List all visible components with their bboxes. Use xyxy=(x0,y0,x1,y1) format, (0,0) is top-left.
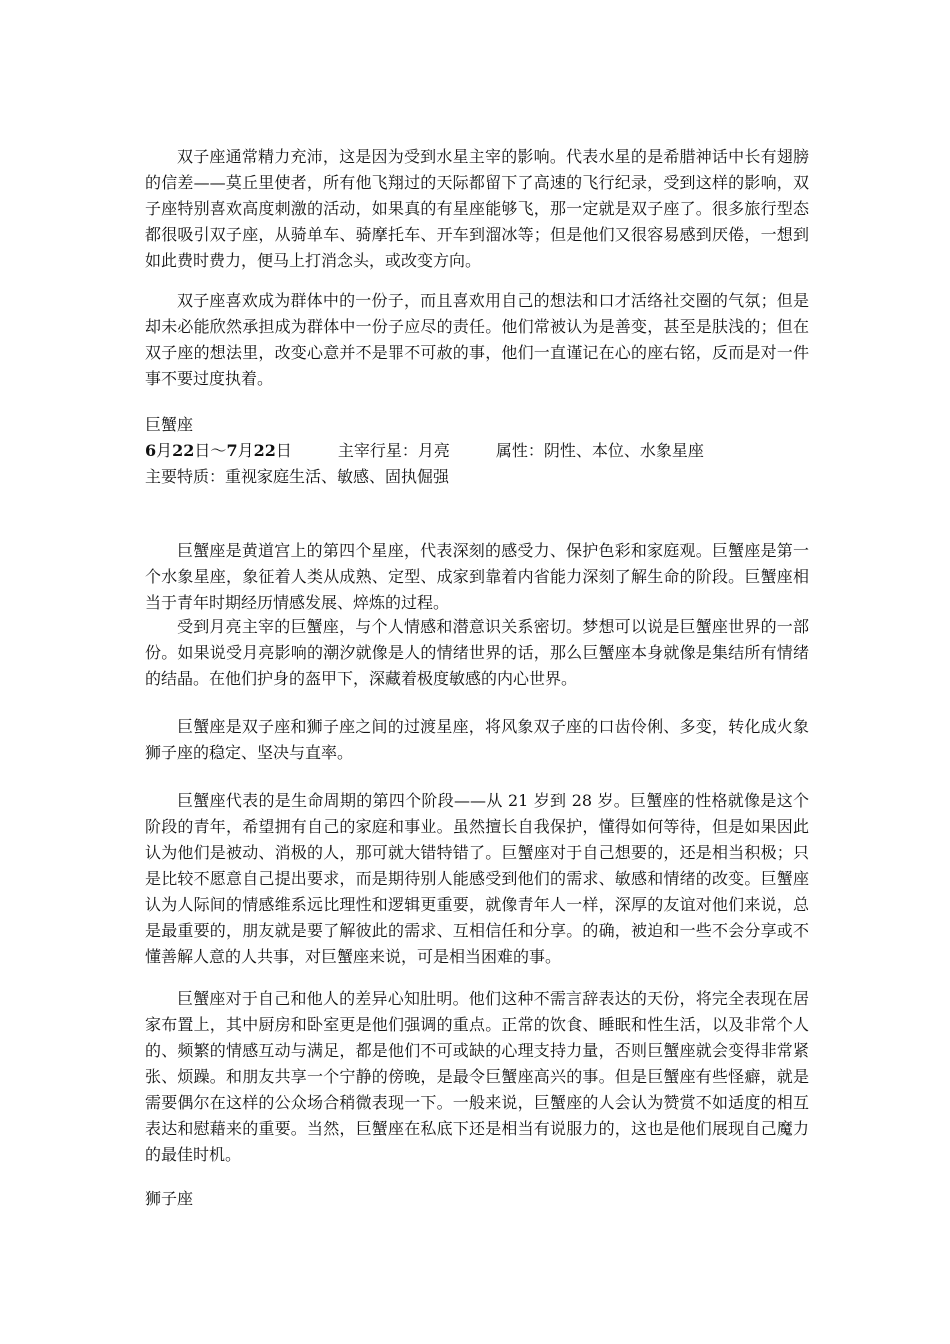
date-start-month-unit: 月 xyxy=(156,441,173,460)
attributes: 属性：阴性、本位、水象星座 xyxy=(495,441,704,460)
date-end-month: 7 xyxy=(226,441,238,460)
cancer-paragraph-1: 巨蟹座是黄道宫上的第四个星座，代表深刻的感受力、保护色彩和家庭观。巨蟹座是第一个水象星座，象征着人类从成熟、定型、成家到靠着内省能力深刻了解生命的阶段。巨蟹座相当于青年时期经历情感发展、焠炼的过程。 xyxy=(145,541,809,612)
cancer-paragraph-3: 巨蟹座是双子座和狮子座之间的过渡星座，将风象双子座的口齿伶俐、多变，转化成火象狮子座的稳定、坚决与直率。 xyxy=(145,717,809,762)
date-end-day: 22 xyxy=(253,441,276,460)
date-end-month-unit: 月 xyxy=(237,441,254,460)
cancer-paragraph-4: 巨蟹座代表的是生命周期的第四个阶段——从 21 岁到 28 岁。巨蟹座的性格就像是这个阶段的青年，希望拥有自己的家庭和事业。虽然擅长自我保护，懂得如何等待，但是如果因此认为他们是被动、消极的人，那可就大错特错了。巨蟹座对于自己想要的，还是相当积极；只是比较不愿意自己提出要求，而是期待别人能感受到他们的需求、敏感和情绪的改变。巨蟹座认为人际间的情感维系远比理性和逻辑更重要，就像青年人一样，深厚的友谊对他们来说，总是最重要的，朋友就是要了解彼此的需求、互相信任和分享。的确，被迫和一些不会分享或不懂善解人意的人共事，对巨蟹座来说，可是相当困难的事。 xyxy=(145,791,809,966)
date-start-day: 22 xyxy=(172,441,195,460)
cancer-paragraph-2: 受到月亮主宰的巨蟹座，与个人情感和潜意识关系密切。梦想可以说是巨蟹座世界的一部份。如果说受月亮影响的潮汐就像是人的情绪世界的话，那么巨蟹座本身就像是集结所有情绪的结晶。在他们护身的盔甲下，深藏着极度敏感的内心世界。 xyxy=(145,617,809,688)
cancer-heading: 巨蟹座 xyxy=(145,415,194,434)
date-start-month: 6 xyxy=(145,441,157,460)
cancer-traits: 主要特质：重视家庭生活、敏感、固执倔强 xyxy=(145,467,450,486)
ruling-planet: 主宰行星：月亮 xyxy=(337,441,450,460)
gemini-paragraph-2: 双子座喜欢成为群体中的一份子，而且喜欢用自己的想法和口才活络社交圈的气氛；但是却未必能欣然承担成为群体中一份子应尽的责任。他们常被认为是善变，甚至是肤浅的；但在双子座的想法里，改变心意并不是罪不可赦的事，他们一直谨记在心的座右铭，反而是对一件事不要过度执着。 xyxy=(145,291,809,388)
leo-heading: 狮子座 xyxy=(145,1189,194,1208)
gemini-paragraph-1: 双子座通常精力充沛，这是因为受到水星主宰的影响。代表水星的是希腊神话中长有翅膀的信差——莫丘里使者，所有他飞翔过的天际都留下了高速的飞行纪录，受到这样的影响，双子座特别喜欢高度刺激的活动，如果真的有星座能够飞，那一定就是双子座了。很多旅行型态都很吸引双子座，从骑单车、骑摩托车、开车到溜冰等；但是他们又很容易感到厌倦，一想到如此费时费力，便马上打消念头，或改变方向。 xyxy=(145,147,809,270)
date-end-day-unit: 日 xyxy=(275,441,292,460)
date-start-day-unit: 日～ xyxy=(194,441,227,460)
cancer-info-line xyxy=(145,438,704,464)
cancer-paragraph-5: 巨蟹座对于自己和他人的差异心知肚明。他们这种不需言辞表达的天份，将完全表现在居家布置上，其中厨房和卧室更是他们强调的重点。正常的饮食、睡眠和性生活，以及非常个人的、频繁的情感互动与满足，都是他们不可或缺的心理支持力量，否则巨蟹座就会变得非常紧张、烦躁。和朋友共享一个宁静的傍晚，是最令巨蟹座高兴的事。但是巨蟹座有些怪癖，就是需要偶尔在这样的公众场合稍微表现一下。一般来说，巨蟹座的人会认为赞赏不如适度的相互表达和慰藉来的重要。当然，巨蟹座在私底下还是相当有说服力的，这也是他们展现自己魔力的最佳时机。 xyxy=(145,989,809,1164)
